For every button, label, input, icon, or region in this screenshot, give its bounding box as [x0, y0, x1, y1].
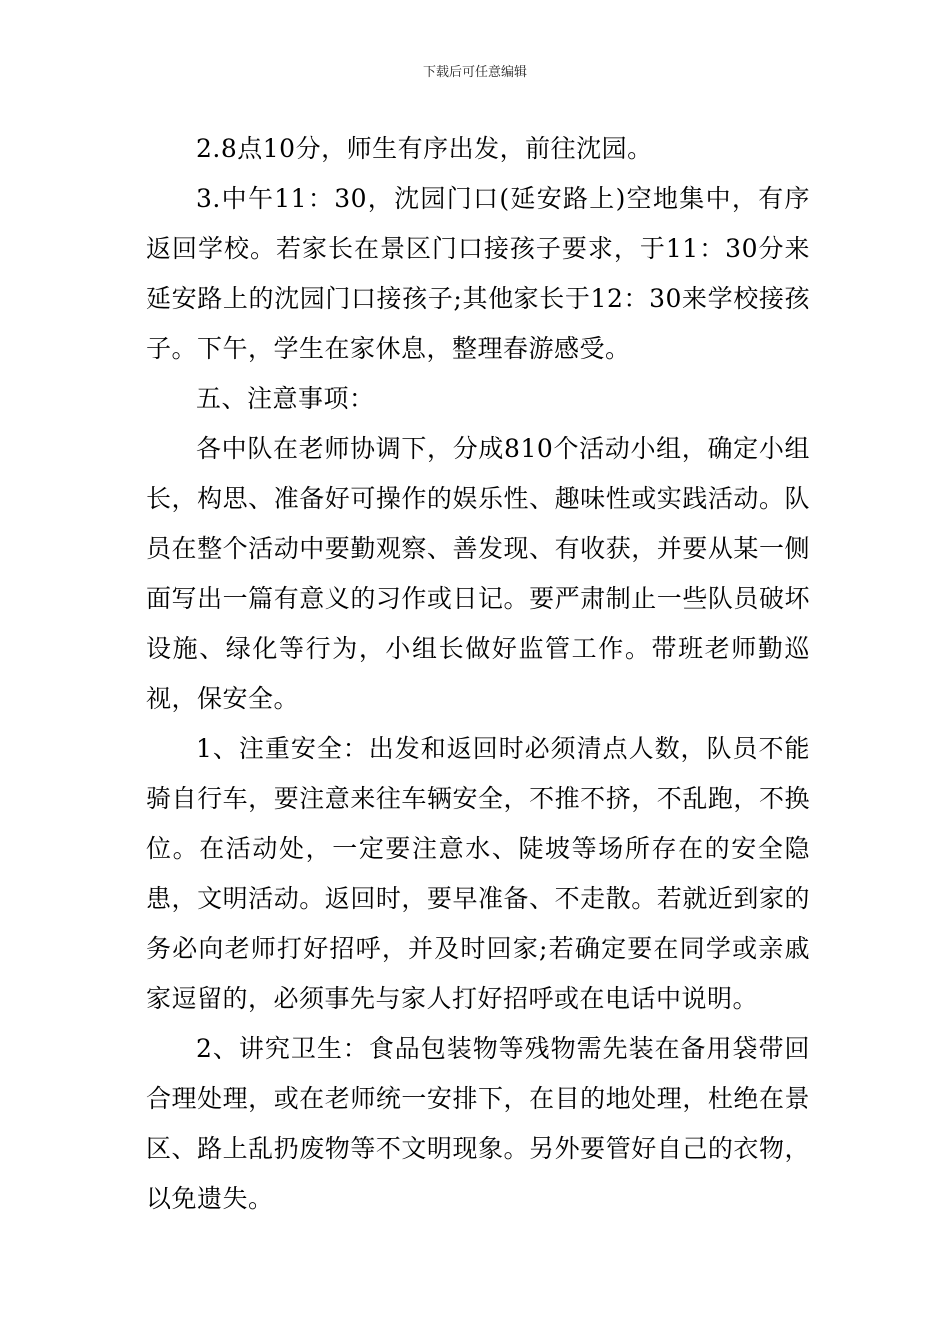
paragraph-hygiene: 2、讲究卫生：食品包装物等残物需先装在备用袋带回合理处理，或在老师统一安排下，在目的地处理，杜绝在景区、路上乱扔废物等不文明现象。另外要管好自己的衣物，以免遗失。 [146, 1034, 810, 1213]
paragraph-safety: 1、注重安全：出发和返回时必须清点人数，队员不能骑自行车，要注意来往车辆安全，不推不挤，不乱跑，不换位。在活动处，一定要注意水、陡坡等场所存在的安全隐患，文明活动。返回时，要早准备、不走散。若就近到家的务必向老师打好招呼，并及时回家;若确定要在同学或亲戚家逗留的，必须事先与家人打好招呼或在电话中说明。 [146, 734, 810, 1013]
section-heading-notes: 五、注意事项： [196, 384, 375, 413]
paragraph-activity-groups: 各中队在老师协调下，分成810个活动小组，确定小组长，构思、准备好可操作的娱乐性、趣味性或实践活动。队员在整个活动中要勤观察、善发现、有收获，并要从某一侧面写出一篇有意义的习作或日记。要严肃制止一些队员破坏设施、绿化等行为，小组长做好监管工作。带班老师勤巡视，保安全。 [146, 434, 810, 713]
paragraph-return: 3.中午11：30，沈园门口(延安路上)空地集中，有序返回学校。若家长在景区门口接孩子要求，于11：30分来延安路上的沈园门口接孩子;其他家长于12：30来学校接孩子。下午，学生在家休息，整理春游感受。 [146, 184, 810, 363]
document-body [146, 124, 810, 1224]
paragraph-departure: 2.8点10分，师生有序出发，前往沈园。 [196, 134, 653, 163]
page-header-note: 下载后可任意编辑 [422, 65, 527, 80]
